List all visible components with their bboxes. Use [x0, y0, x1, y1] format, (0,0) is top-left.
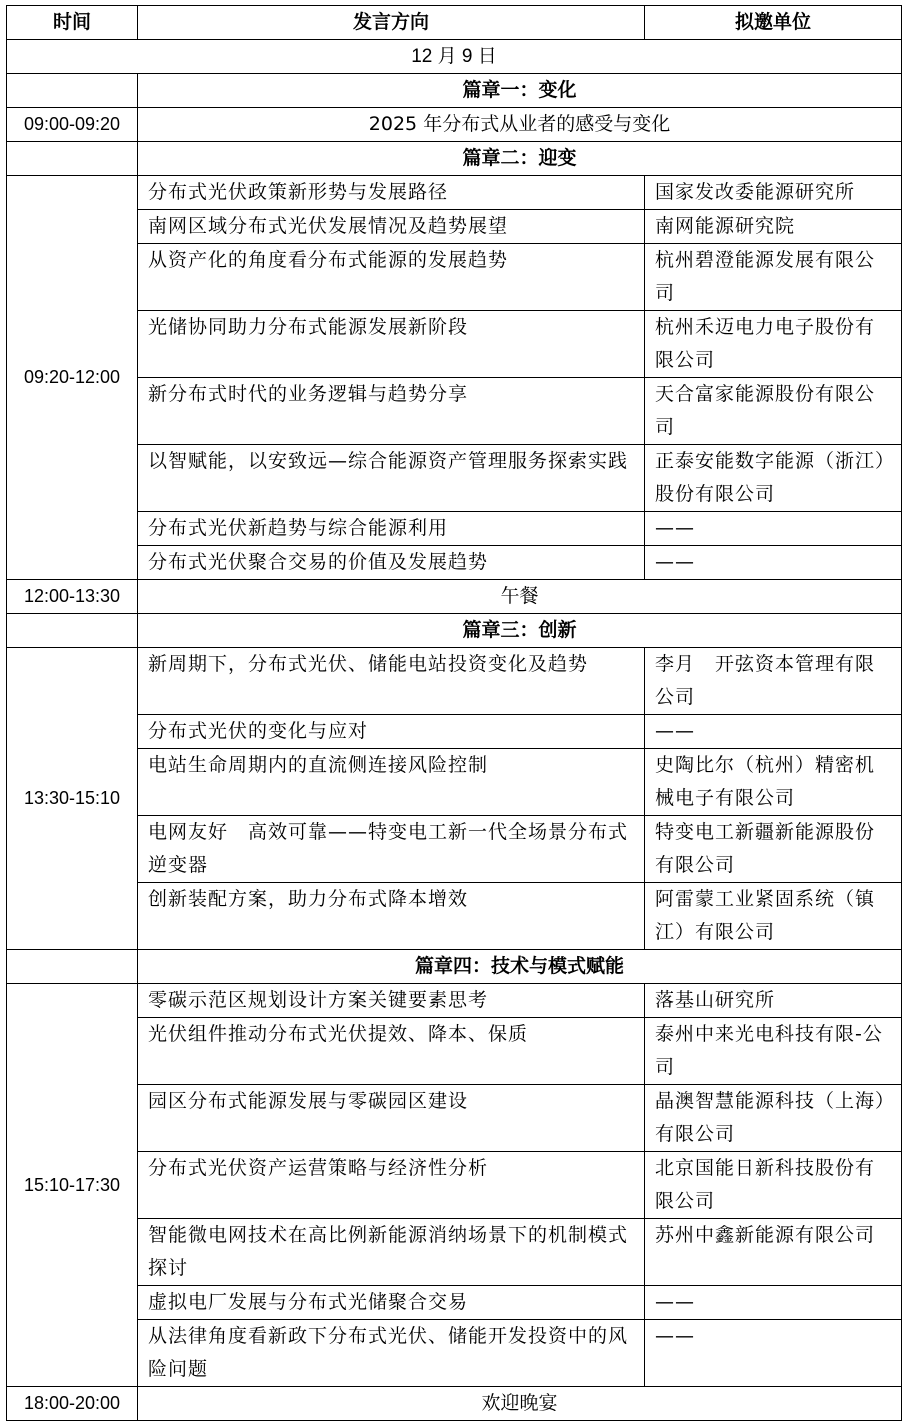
agenda-row: [7, 546, 902, 580]
agenda-row: [7, 210, 902, 244]
agenda-row: [7, 749, 902, 816]
org-cell: 杭州禾迈电力电子股份有限公司: [645, 311, 902, 378]
agenda-row: [7, 984, 902, 1018]
time-cell: 13:30-15:10: [7, 648, 138, 950]
agenda-row: [7, 176, 902, 210]
org-cell: 史陶比尔（杭州）精密机械电子有限公司: [645, 749, 902, 816]
header-org: 拟邀单位: [645, 6, 902, 40]
topic-cell: 分布式光伏的变化与应对: [138, 715, 645, 749]
topic-cell: 分布式光伏政策新形势与发展路径: [138, 176, 645, 210]
org-cell: 晶澳智慧能源科技（上海）有限公司: [645, 1085, 902, 1152]
empty-cell: [7, 614, 138, 648]
topic-cell: 从法律角度看新政下分布式光伏、储能开发投资中的风险问题: [138, 1320, 645, 1387]
agenda-row: [7, 580, 902, 614]
chapter-row: [7, 74, 902, 108]
topic-cell: 电站生命周期内的直流侧连接风险控制: [138, 749, 645, 816]
org-cell: ——: [645, 1320, 902, 1387]
org-cell: 南网能源研究院: [645, 210, 902, 244]
org-cell: 正泰安能数字能源（浙江）股份有限公司: [645, 445, 902, 512]
agenda-row: [7, 1152, 902, 1219]
break-cell: 午餐: [138, 580, 902, 614]
agenda-row: [7, 108, 902, 142]
topic-cell: 新分布式时代的业务逻辑与趋势分享: [138, 378, 645, 445]
date-row: [7, 40, 902, 74]
agenda-row: [7, 1018, 902, 1085]
org-cell: ——: [645, 546, 902, 580]
time-cell: 12:00-13:30: [7, 580, 138, 614]
agenda-row: [7, 648, 902, 715]
agenda-row: [7, 1219, 902, 1286]
org-cell: 落基山研究所: [645, 984, 902, 1018]
topic-cell: 园区分布式能源发展与零碳园区建设: [138, 1085, 645, 1152]
topic-cell: 电网友好 高效可靠——特变电工新一代全场景分布式逆变器: [138, 816, 645, 883]
agenda-row: [7, 311, 902, 378]
header-row: [7, 6, 902, 40]
empty-cell: [7, 142, 138, 176]
org-cell: ——: [645, 512, 902, 546]
date-cell: 12 月 9 日: [7, 40, 902, 74]
org-cell: 苏州中鑫新能源有限公司: [645, 1219, 902, 1286]
chapter-row: [7, 142, 902, 176]
org-cell: 特变电工新疆新能源股份有限公司: [645, 816, 902, 883]
agenda-row: [7, 512, 902, 546]
topic-cell: 智能微电网技术在高比例新能源消纳场景下的机制模式探讨: [138, 1219, 645, 1286]
time-cell: 09:20-12:00: [7, 176, 138, 580]
agenda-row: [7, 883, 902, 950]
agenda-row: [7, 816, 902, 883]
topic-cell: 从资产化的角度看分布式能源的发展趋势: [138, 244, 645, 311]
topic-cell: 2025 年分布式从业者的感受与变化: [138, 108, 902, 142]
chapter-row: [7, 950, 902, 984]
time-cell: 09:00-09:20: [7, 108, 138, 142]
agenda-row: [7, 1286, 902, 1320]
empty-cell: [7, 950, 138, 984]
agenda-row: [7, 715, 902, 749]
chapter-title: 篇章四：技术与模式赋能: [138, 950, 902, 984]
org-cell: ——: [645, 1286, 902, 1320]
time-cell: 18:00-20:00: [7, 1387, 138, 1421]
agenda-row: [7, 1085, 902, 1152]
topic-cell: 分布式光伏资产运营策略与经济性分析: [138, 1152, 645, 1219]
agenda-row: [7, 1387, 902, 1421]
org-cell: ——: [645, 715, 902, 749]
org-cell: 杭州碧澄能源发展有限公司: [645, 244, 902, 311]
agenda-row: [7, 445, 902, 512]
time-cell: 15:10-17:30: [7, 984, 138, 1387]
agenda-row: [7, 378, 902, 445]
topic-cell: 分布式光伏新趋势与综合能源利用: [138, 512, 645, 546]
topic-cell: 零碳示范区规划设计方案关键要素思考: [138, 984, 645, 1018]
empty-cell: [7, 74, 138, 108]
topic-cell: 新周期下，分布式光伏、储能电站投资变化及趋势: [138, 648, 645, 715]
topic-cell: 虚拟电厂发展与分布式光储聚合交易: [138, 1286, 645, 1320]
org-cell: 泰州中来光电科技有限-公司: [645, 1018, 902, 1085]
org-cell: 李月 开弦资本管理有限公司: [645, 648, 902, 715]
break-cell: 欢迎晚宴: [138, 1387, 902, 1421]
chapter-title: 篇章一：变化: [138, 74, 902, 108]
header-time: 时间: [7, 6, 138, 40]
chapter-row: [7, 614, 902, 648]
org-cell: 天合富家能源股份有限公司: [645, 378, 902, 445]
topic-cell: 光伏组件推动分布式光伏提效、降本、保质: [138, 1018, 645, 1085]
header-topic: 发言方向: [138, 6, 645, 40]
topic-cell: 南网区域分布式光伏发展情况及趋势展望: [138, 210, 645, 244]
topic-cell: 以智赋能，以安致远—综合能源资产管理服务探索实践: [138, 445, 645, 512]
chapter-title: 篇章二：迎变: [138, 142, 902, 176]
agenda-row: [7, 244, 902, 311]
topic-cell: 创新装配方案，助力分布式降本增效: [138, 883, 645, 950]
agenda-table: [6, 5, 902, 1421]
org-cell: 北京国能日新科技股份有限公司: [645, 1152, 902, 1219]
topic-cell: 光储协同助力分布式能源发展新阶段: [138, 311, 645, 378]
chapter-title: 篇章三：创新: [138, 614, 902, 648]
topic-cell: 分布式光伏聚合交易的价值及发展趋势: [138, 546, 645, 580]
org-cell: 国家发改委能源研究所: [645, 176, 902, 210]
agenda-row: [7, 1320, 902, 1387]
org-cell: 阿雷蒙工业紧固系统（镇江）有限公司: [645, 883, 902, 950]
